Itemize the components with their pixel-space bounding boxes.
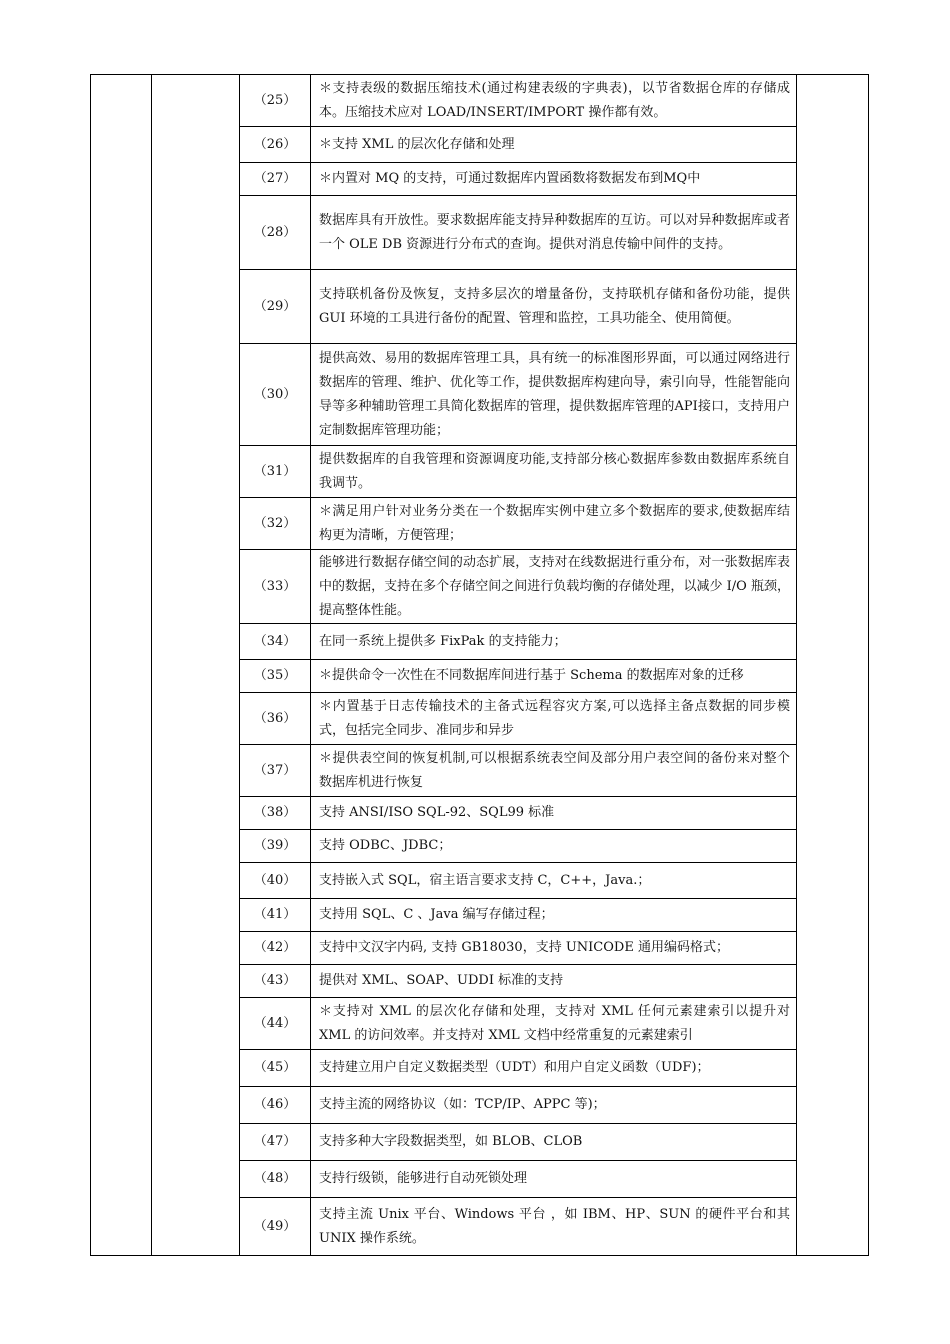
item-number: （40）: [240, 863, 311, 899]
item-description: 支持主流 Unix 平台、Windows 平台 ，如 IBM、HP、SUN 的硬件平台和其 UNIX 操作系统。: [311, 1198, 797, 1256]
item-number: （34）: [240, 624, 311, 660]
item-number: （31）: [240, 446, 311, 498]
item-number: （41）: [240, 899, 311, 932]
table-row: [91, 75, 869, 127]
requirements-table-body: [91, 75, 869, 1256]
outer-col-2-cell: [152, 75, 240, 1256]
item-number: （42）: [240, 932, 311, 965]
item-number: （30）: [240, 344, 311, 446]
item-description: 支持建立用户自定义数据类型（UDT）和用户自定义函数（UDF)；: [311, 1050, 797, 1087]
item-number: （39）: [240, 830, 311, 863]
item-number: （47）: [240, 1124, 311, 1161]
requirements-table: [90, 74, 869, 1256]
item-number: （46）: [240, 1087, 311, 1124]
item-description: 提供高效、易用的数据库管理工具，具有统一的标准图形界面，可以通过网络进行数据库的管理、维护、优化等工作，提供数据库构建向导，索引向导，性能智能向导等多种辅助管理工具简化数据库的管理，提供数据库管理的API接口，支持用户定制数据库管理功能；: [311, 344, 797, 446]
item-description: ＊提供表空间的恢复机制,可以根据系统表空间及部分用户表空间的备份来对整个数据库机进行恢复: [311, 745, 797, 797]
item-description: 支持联机备份及恢复，支持多层次的增量备份，支持联机存储和备份功能，提供 GUI 环境的工具进行备份的配置、管理和监控，工具功能全、使用简便。: [311, 270, 797, 344]
item-number: （48）: [240, 1161, 311, 1198]
item-description: 支持嵌入式 SQL，宿主语言要求支持 C，C++，Java.；: [311, 863, 797, 899]
item-description: ＊满足用户针对业务分类在一个数据库实例中建立多个数据库的要求,使数据库结构更为清晰，方便管理；: [311, 498, 797, 550]
item-description: 能够进行数据存储空间的动态扩展，支持对在线数据进行重分布，对一张数据库表中的数据，支持在多个存储空间之间进行负载均衡的存储处理，以减少 I/O 瓶颈，提高整体性能。: [311, 550, 797, 624]
item-description: 数据库具有开放性。要求数据库能支持异种数据库的互访。可以对异种数据库或者一个 OLE DB 资源进行分布式的查询。提供对消息传输中间件的支持。: [311, 196, 797, 270]
item-description: 提供对 XML、SOAP、UDDI 标准的支持: [311, 965, 797, 998]
outer-col-1-cell: [91, 75, 152, 1256]
item-number: （32）: [240, 498, 311, 550]
item-description: 支持 ODBC、JDBC；: [311, 830, 797, 863]
item-description: ＊内置对 MQ 的支持，可通过数据库内置函数将数据发布到MQ中: [311, 163, 797, 196]
item-number: （36）: [240, 693, 311, 745]
item-number: （35）: [240, 660, 311, 693]
item-number: （43）: [240, 965, 311, 998]
item-number: （38）: [240, 797, 311, 830]
item-number: （45）: [240, 1050, 311, 1087]
item-description: 在同一系统上提供多 FixPak 的支持能力；: [311, 624, 797, 660]
item-number: （29）: [240, 270, 311, 344]
item-number: （27）: [240, 163, 311, 196]
item-description: ＊内置基于日志传输技术的主备式远程容灾方案,可以选择主备点数据的同步模式，包括完全同步、准同步和异步: [311, 693, 797, 745]
item-description: ＊支持 XML 的层次化存储和处理: [311, 127, 797, 163]
item-description: 支持用 SQL、C 、Java 编写存储过程；: [311, 899, 797, 932]
item-number: （25）: [240, 75, 311, 127]
item-number: （44）: [240, 998, 311, 1050]
item-description: ＊提供命令一次性在不同数据库间进行基于 Schema 的数据库对象的迁移: [311, 660, 797, 693]
item-description: ＊支持对 XML 的层次化存储和处理，支持对 XML 任何元素建索引以提升对 XML 的访问效率。并支持对 XML 文档中经常重复的元素建索引: [311, 998, 797, 1050]
item-description: 提供数据库的自我管理和资源调度功能,支持部分核心数据库参数由数据库系统自我调节。: [311, 446, 797, 498]
item-number: （33）: [240, 550, 311, 624]
item-description: 支持行级锁，能够进行自动死锁处理: [311, 1161, 797, 1198]
remarks-col-cell: [797, 75, 869, 1256]
item-number: （49）: [240, 1198, 311, 1256]
item-description: 支持 ANSI/ISO SQL-92、SQL99 标准: [311, 797, 797, 830]
item-description: 支持中文汉字内码, 支持 GB18030，支持 UNICODE 通用编码格式；: [311, 932, 797, 965]
item-description: ＊支持表级的数据压缩技术(通过构建表级的字典表)，以节省数据仓库的存储成本。压缩技术应对 LOAD/INSERT/IMPORT 操作都有效。: [311, 75, 797, 127]
item-number: （37）: [240, 745, 311, 797]
item-description: 支持多种大字段数据类型，如 BLOB、CLOB: [311, 1124, 797, 1161]
item-number: （28）: [240, 196, 311, 270]
item-number: （26）: [240, 127, 311, 163]
item-description: 支持主流的网络协议（如：TCP/IP、APPC 等)；: [311, 1087, 797, 1124]
